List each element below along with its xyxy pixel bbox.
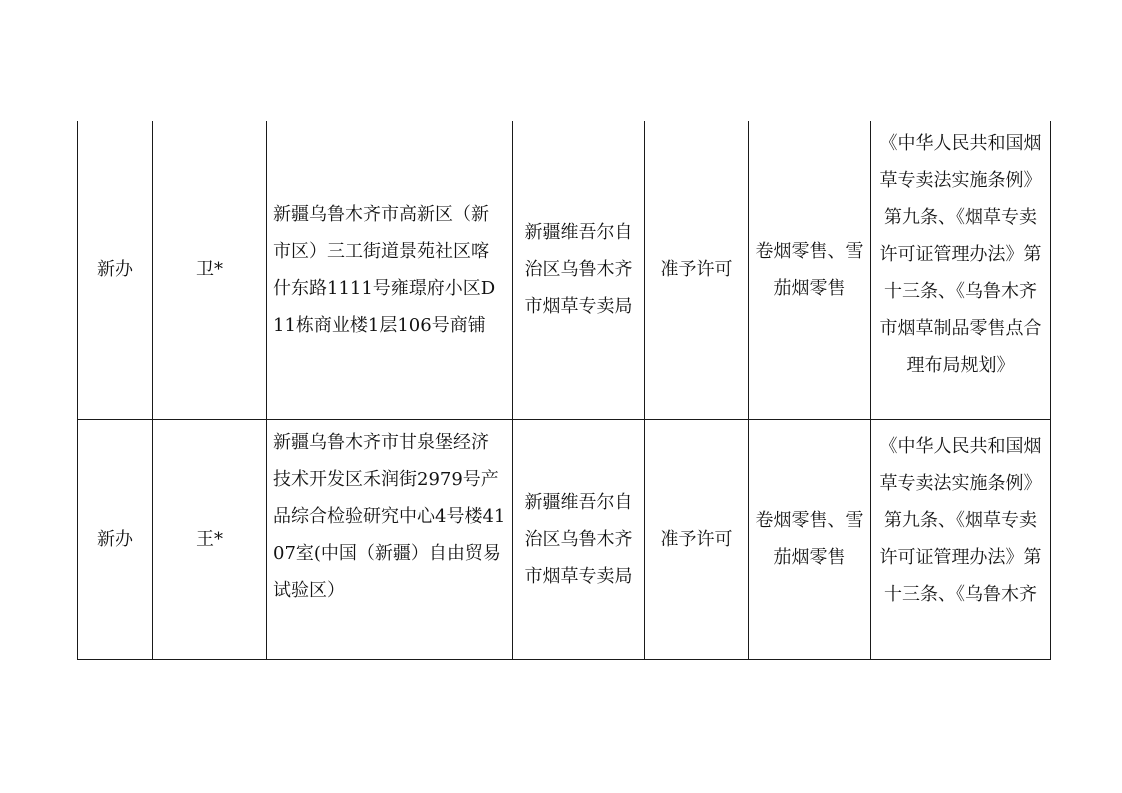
table-row <box>78 121 1051 419</box>
legal-basis-cell: 《中华人民共和国烟草专卖法实施条例》第九条、《烟草专卖许可证管理办法》第十三条、《乌鲁木齐 <box>871 419 1051 659</box>
name-cell: 卫* <box>153 121 267 419</box>
scope-cell: 卷烟零售、雪茄烟零售 <box>749 121 871 419</box>
name-cell: 王* <box>153 419 267 659</box>
type-cell: 新办 <box>78 121 153 419</box>
table-row <box>78 419 1051 659</box>
decision-cell: 准予许可 <box>645 121 749 419</box>
authority-cell: 新疆维吾尔自治区乌鲁木齐市烟草专卖局 <box>513 419 645 659</box>
authority-cell: 新疆维吾尔自治区乌鲁木齐市烟草专卖局 <box>513 121 645 419</box>
address-cell: 新疆乌鲁木齐市甘泉堡经济技术开发区禾润街2979号产品综合检验研究中心4号楼4107室(中国（新疆）自由贸易试验区） <box>267 419 513 659</box>
decision-cell: 准予许可 <box>645 419 749 659</box>
address-cell: 新疆乌鲁木齐市高新区（新市区）三工街道景苑社区喀什东路1111号雍璟府小区D11栋商业楼1层106号商铺 <box>267 121 513 419</box>
permit-table <box>77 121 1051 660</box>
type-cell: 新办 <box>78 419 153 659</box>
legal-basis-cell: 《中华人民共和国烟草专卖法实施条例》第九条、《烟草专卖许可证管理办法》第十三条、《乌鲁木齐市烟草制品零售点合理布局规划》 <box>871 121 1051 419</box>
scope-cell: 卷烟零售、雪茄烟零售 <box>749 419 871 659</box>
